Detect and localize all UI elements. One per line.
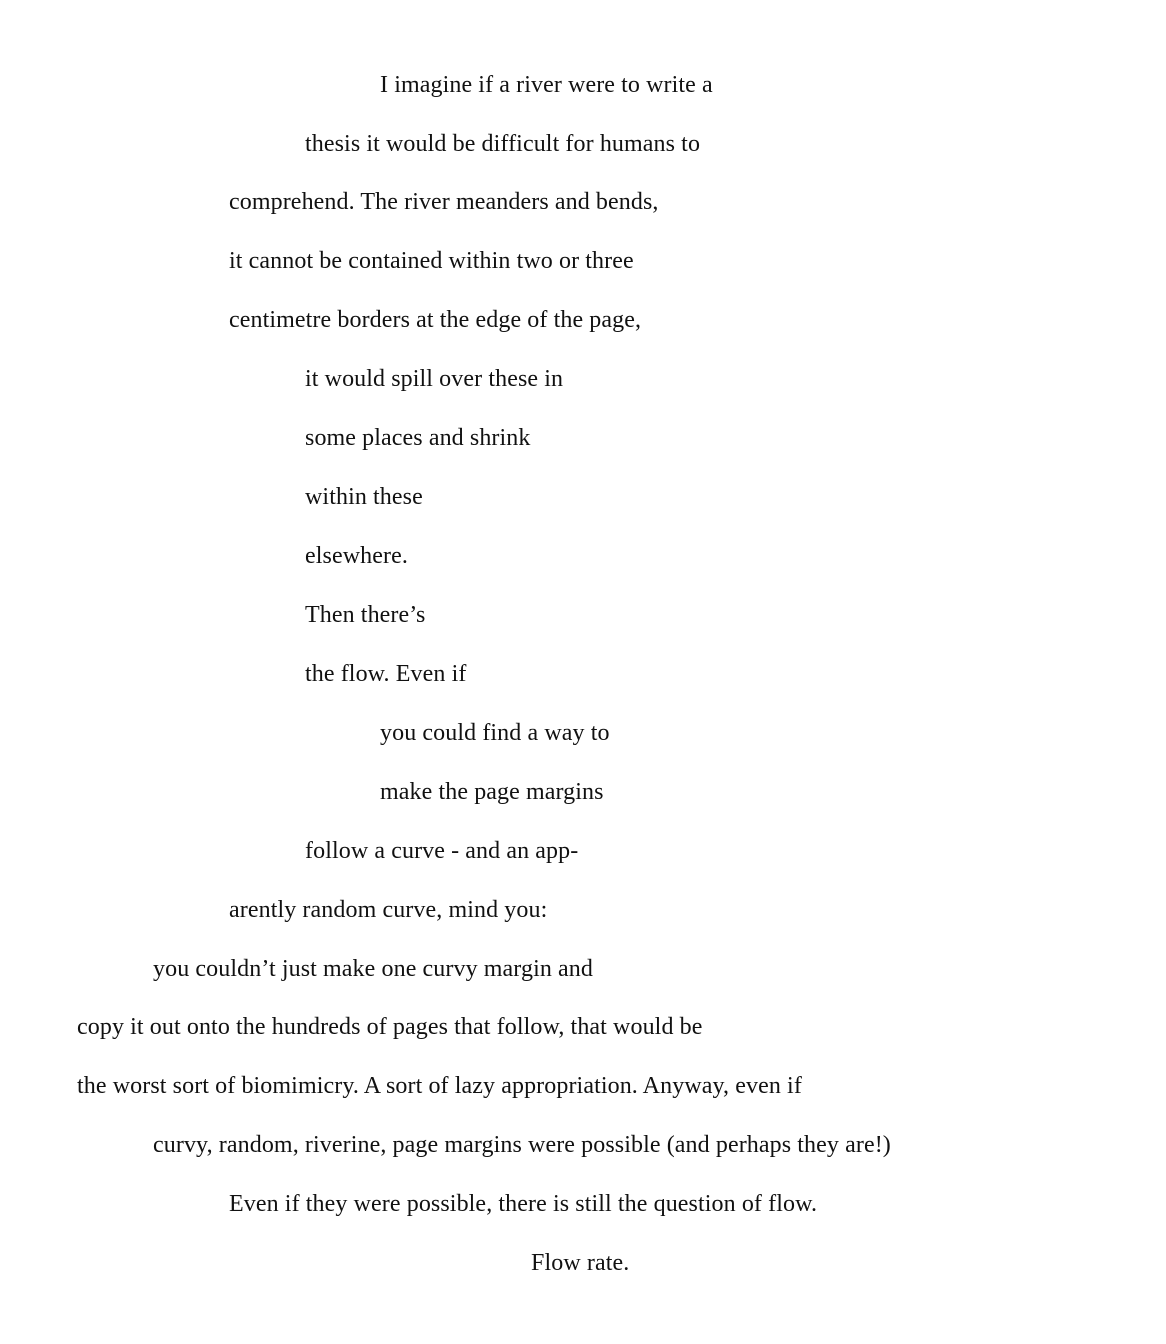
poem-line: thesis it would be difficult for humans to (305, 131, 701, 157)
poem-line: comprehend. The river meanders and bends, (229, 189, 659, 215)
poem-line: the worst sort of biomimicry. A sort of lazy appropriation. Anyway, even if (77, 1073, 802, 1099)
poem-line: the flow. Even if (305, 661, 467, 687)
poem-line: elsewhere. (305, 543, 408, 569)
poem-line: follow a curve - and an app- (305, 838, 579, 864)
poem-line: curvy, random, riverine, page margins were possible (and perhaps they are!) (153, 1132, 891, 1158)
poem-line: copy it out onto the hundreds of pages that follow, that would be (77, 1014, 703, 1040)
poem-line: you could find a way to (380, 720, 610, 746)
poem-line: arently random curve, mind you: (229, 897, 548, 923)
poem-line: Even if they were possible, there is still the question of flow. (229, 1191, 818, 1217)
poem-line: some places and shrink (305, 425, 531, 451)
poem-line: make the page margins (380, 779, 604, 805)
poem-line: it would spill over these in (305, 366, 564, 392)
poem-line: Flow rate. (531, 1250, 630, 1276)
poem-line: within these (305, 484, 423, 510)
poem-line: it cannot be contained within two or three (229, 248, 634, 274)
poem-line: you couldn’t just make one curvy margin and (153, 956, 593, 982)
poem-line: Then there’s (305, 602, 426, 628)
poem-line: centimetre borders at the edge of the page, (229, 307, 642, 333)
poem-line: I imagine if a river were to write a (380, 72, 713, 98)
